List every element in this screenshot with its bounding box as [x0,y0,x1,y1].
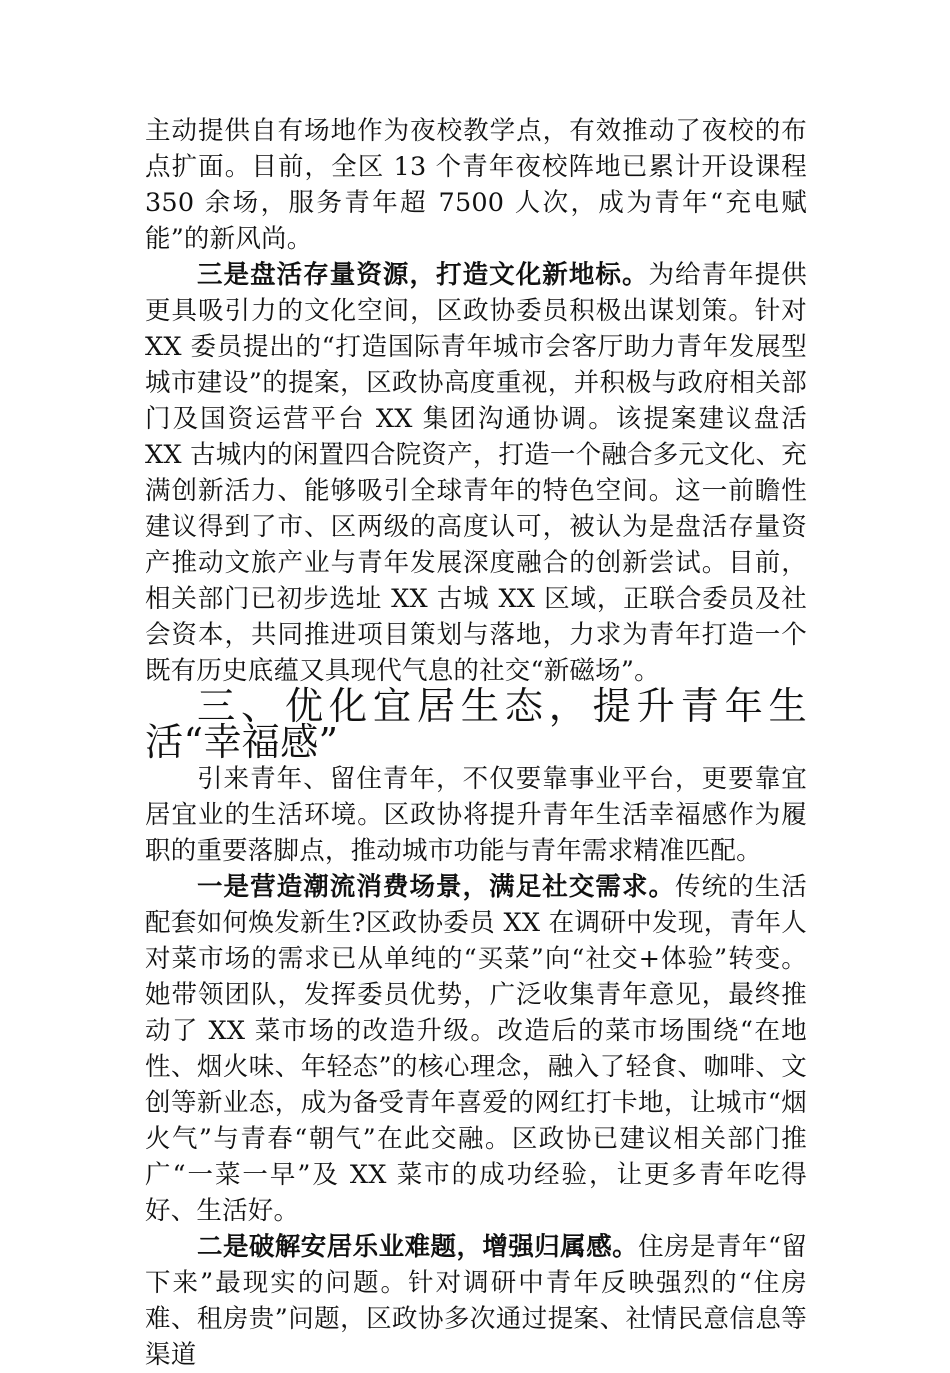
document-page [145,113,807,1373]
paragraph-lead-consumption-scene: 一是营造潮流消费场景，满足社交需求。 [197,872,676,902]
paragraph-cultural-landmark [145,257,807,689]
paragraph-night-school: 主动提供自有场地作为夜校教学点，有效推动了夜校的布点扩面。目前，全区 13 个青年夜校阵地已累计开设课程 350 余场，服务青年超 7500 人次，成为青年“充电赋能”的新风尚。 [145,116,807,254]
paragraph-body-housing: 住房是青年“留下来”最现实的问题。针对调研中青年反映强烈的“住房难、租房贵”问题，区政协多次通过提案、社情民意信息等渠道 [145,1232,808,1370]
paragraph-living-environment: 引来青年、留住青年，不仅要靠事业平台，更要靠宜居宜业的生活环境。区政协将提升青年生活幸福感作为履职的重要落脚点，推动城市功能与青年需求精准匹配。 [145,764,807,866]
paragraph-body-cultural-landmark: 为给青年提供更具吸引力的文化空间，区政协委员积极出谋划策。针对 XX 委员提出的“打造国际青年城市会客厅助力青年发展型城市建设”的提案，区政协高度重视，并积极与政府相关部门及国资运营平台 XX 集团沟通协调。该提案建议盘活 XX 古城内的闲置四合院资产，打造一个融合多元文化、充满创新活力、能够吸引全球青年的特色空间。这一前瞻性建议得到了市、区两级的高度认可，被认为是盘活存量资产推动文旅产业与青年发展深度融合的创新尝试。目前，相关部门已初步选址 XX 古城 XX 区域，正联合委员及社会资本，共同推进项目策划与落地，力求为青年打造一个既有历史底蕴又具现代气息的社交“新磁场”。 [145,260,807,686]
paragraph-housing [145,1229,807,1373]
paragraph-lead-housing: 二是破解安居乐业难题，增强归属感。 [197,1232,639,1262]
paragraph-body-consumption-scene: 传统的生活配套如何焕发新生?区政协委员 XX 在调研中发现，青年人对菜市场的需求已从单纯的“买菜”向“社交+体验”转变。她带领团队，发挥委员优势，广泛收集青年意见，最终推动了 XX 菜市场的改造升级。改造后的菜市场围绕“在地性、烟火味、年轻态”的核心理念，融入了轻食、咖啡、文创等新业态，成为备受青年喜爱的网红打卡地，让城市“烟火气”与青春“朝气”在此交融。区政协已建议相关部门推广“一菜一早”及 XX 菜市的成功经验，让更多青年吃得好、生活好。 [145,872,807,1226]
section-heading-livable-ecology: 三、优化宜居生态，提升青年生活“幸福感” [145,684,807,765]
paragraph-lead-cultural-landmark: 三是盘活存量资源，打造文化新地标。 [197,260,649,290]
paragraph-consumption-scene [145,869,807,1229]
